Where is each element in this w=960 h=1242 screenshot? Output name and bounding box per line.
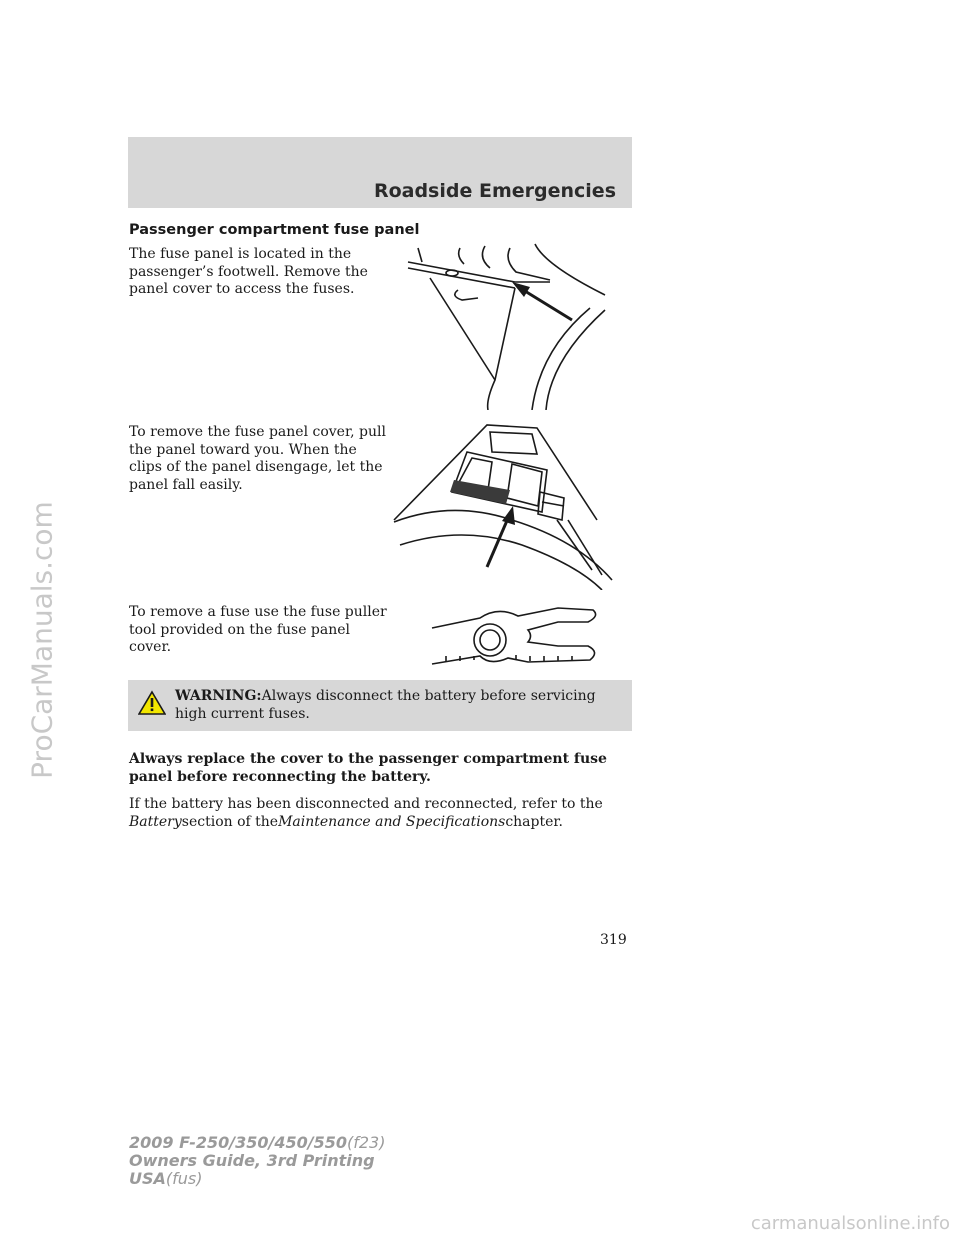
remove-cover-text: To remove the fuse panel cover, pull the panel toward you. When the clips of the panel disengage, let the panel fall easily. xyxy=(129,424,386,493)
warning-icon xyxy=(138,690,166,716)
remove-fuse-text: To remove a fuse use the fuse puller tool provided on the fuse panel cover. xyxy=(129,604,387,655)
footer-model: 2009 F-250/350/450/550 xyxy=(129,1133,347,1152)
battery-reference-text xyxy=(129,796,629,831)
warning-text xyxy=(175,688,625,723)
replace-cover-notice: Always replace the cover to the passenger compartment fuse panel before reconnecting the battery. xyxy=(129,751,607,785)
footer-market: USA xyxy=(129,1169,166,1188)
fuse-panel-illustration xyxy=(392,420,617,590)
page-number: 319 xyxy=(600,932,627,948)
chapter-ref: Maintenance and Specifications xyxy=(278,813,506,830)
warning-body: Always disconnect the battery before servicing high current fuses. xyxy=(175,688,596,722)
warning-label: WARNING: xyxy=(175,688,262,704)
warning-box xyxy=(128,680,632,731)
side-watermark-text: ProCarManuals.com xyxy=(25,501,59,779)
fuse-puller-illustration xyxy=(428,604,603,666)
battery-section-ref: Battery xyxy=(129,813,182,830)
footwell-illustration xyxy=(400,240,615,410)
reference-suffix: chapter. xyxy=(505,813,564,830)
footer-info xyxy=(129,1134,385,1188)
reference-prefix: If the battery has been disconnected and reconnected, refer to the xyxy=(129,796,603,812)
pointer-arrow-icon xyxy=(502,506,515,525)
side-watermark xyxy=(0,0,60,1242)
chapter-title: Roadside Emergencies xyxy=(373,180,616,202)
reference-middle: section of the xyxy=(181,813,279,830)
section-title: Passenger compartment fuse panel xyxy=(129,222,420,238)
fuse-panel-location-text: The fuse panel is located in the passenger’s footwell. Remove the panel cover to access the fuses. xyxy=(129,246,368,297)
footer-model-code: (f23) xyxy=(347,1133,386,1152)
footer-guide: Owners Guide, 3rd Printing xyxy=(129,1151,375,1170)
bottom-watermark: carmanualsonline.info xyxy=(750,1213,950,1234)
footer-market-code: (fus) xyxy=(165,1169,203,1188)
chapter-header xyxy=(128,137,632,208)
